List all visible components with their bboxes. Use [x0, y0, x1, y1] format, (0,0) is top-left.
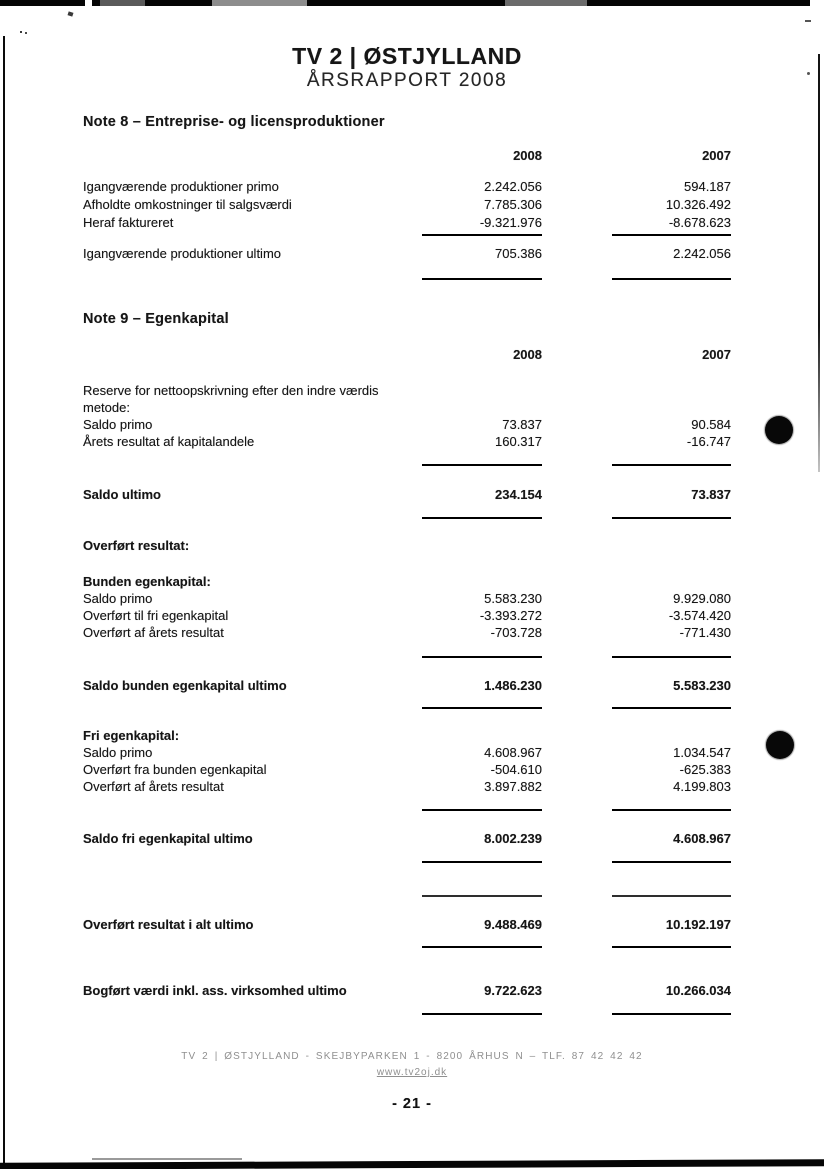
table-row-total — [83, 982, 731, 999]
footer-website-link[interactable]: www.tv2oj.dk — [376, 1067, 448, 1078]
row-label: Afholdte omkostninger til salgsværdi — [83, 197, 292, 212]
value-2008: 705.386 — [495, 246, 542, 261]
value-2007: -8.678.623 — [668, 215, 731, 230]
value-2007: -16.747 — [686, 434, 731, 449]
punch-hole-mark — [766, 731, 794, 759]
row-label: Saldo ultimo — [83, 487, 161, 502]
row-label: Bogført værdi inkl. ass. virksomhed ultimo — [83, 983, 347, 998]
value-2008: 8.002.239 — [484, 831, 542, 846]
section-heading: Bunden egenkapital: — [83, 574, 211, 589]
year-column-header-2008: 2008 — [513, 347, 542, 362]
value-2007: 10.326.492 — [665, 197, 731, 212]
scan-speckle — [807, 72, 810, 75]
value-2007: 2.242.056 — [673, 246, 731, 261]
row-label: Overført resultat i alt ultimo — [83, 917, 254, 932]
table-row — [83, 590, 731, 607]
table-row — [83, 761, 731, 778]
value-2007: 10.192.197 — [665, 917, 731, 932]
value-2007: 1.034.547 — [673, 745, 731, 760]
sum-rule — [83, 809, 731, 811]
report-subtitle: ÅRSRAPPORT 2008 — [306, 70, 508, 91]
value-2008: 3.897.882 — [484, 779, 542, 794]
row-label: Saldo primo — [83, 745, 153, 760]
sum-rule — [83, 707, 731, 709]
table-row — [83, 778, 731, 795]
value-2007: -771.430 — [679, 625, 731, 640]
table-row-total — [83, 486, 731, 503]
sum-rule — [83, 861, 731, 863]
footer-website — [0, 1066, 824, 1080]
row-label: Saldo fri egenkapital ultimo — [83, 831, 253, 846]
table-row — [83, 178, 731, 196]
table-row — [83, 607, 731, 624]
note9-column-headers — [83, 347, 731, 363]
note8-column-headers — [83, 148, 731, 164]
row-label: Igangværende produktioner primo — [83, 179, 279, 194]
value-2008: 73.837 — [502, 417, 542, 432]
value-2008: 4.608.967 — [484, 745, 542, 760]
value-2008: 7.785.306 — [484, 197, 542, 212]
section-heading: Overført resultat: — [83, 538, 190, 553]
note9-section — [83, 311, 731, 1015]
table-row-total — [83, 830, 731, 847]
reserve-intro — [83, 382, 731, 416]
table-row-total — [83, 916, 731, 933]
report-title: TV 2 | ØSTJYLLAND — [292, 43, 522, 69]
scan-edge-left — [3, 36, 5, 1169]
scan-smear — [92, 1158, 242, 1160]
table-row — [83, 433, 731, 450]
sum-rule — [83, 278, 731, 280]
table-row — [83, 624, 731, 641]
row-label: Saldo primo — [83, 417, 153, 432]
value-2008: -703.728 — [490, 625, 542, 640]
note8-title: Note 8 – Entreprise- og licensproduktioner — [83, 114, 385, 130]
row-label: Saldo bunden egenkapital ultimo — [83, 678, 287, 693]
note8-table — [83, 178, 731, 232]
value-2007: 9.929.080 — [673, 591, 731, 606]
row-label: Heraf faktureret — [83, 215, 174, 230]
value-2008: -3.393.272 — [479, 608, 542, 623]
year-column-header-2007: 2007 — [702, 148, 731, 163]
value-2008: 9.722.623 — [484, 983, 542, 998]
report-content — [83, 0, 731, 1015]
punch-hole-mark — [765, 416, 793, 444]
year-column-header-2007: 2007 — [702, 347, 731, 362]
value-2007: 4.199.803 — [673, 779, 731, 794]
value-2007: 90.584 — [691, 417, 731, 432]
value-2007: -625.383 — [679, 762, 731, 777]
scan-edge-right — [818, 54, 820, 472]
table-row — [83, 245, 731, 263]
table-row-total — [83, 677, 731, 694]
footer-address: TV 2 | ØSTJYLLAND - SKEJBYPARKEN 1 - 8200 ÅRHUS N – TLF. 87 42 42 42 — [181, 1051, 643, 1062]
sum-rule — [83, 895, 731, 897]
value-2008: -504.610 — [490, 762, 542, 777]
scan-speckle — [805, 20, 811, 22]
row-label: Overført til fri egenkapital — [83, 608, 229, 623]
row-label: Saldo primo — [83, 591, 153, 606]
row-label: Igangværende produktioner ultimo — [83, 246, 282, 261]
section-heading: Fri egenkapital: — [83, 728, 180, 743]
value-2008: 1.486.230 — [484, 678, 542, 693]
sum-rule — [83, 234, 731, 236]
scan-speckle — [68, 11, 74, 16]
row-label: Overført af årets resultat — [83, 779, 224, 794]
sum-rule — [83, 517, 731, 519]
value-2007: 594.187 — [684, 179, 731, 194]
row-label: Overført af årets resultat — [83, 625, 224, 640]
scan-edge-bottom — [0, 1159, 824, 1169]
value-2007: 4.608.967 — [673, 831, 731, 846]
reserve-intro-line: Reserve for nettoopskrivning efter den indre værdis — [83, 383, 379, 398]
table-row — [83, 744, 731, 761]
page-footer — [0, 1050, 824, 1112]
value-2008: 2.242.056 — [484, 179, 542, 194]
page-number: - 21 - — [392, 1096, 432, 1112]
reserve-intro-line: metode: — [83, 400, 130, 415]
value-2008: 5.583.230 — [484, 591, 542, 606]
row-label: Overført fra bunden egenkapital — [83, 762, 267, 777]
value-2008: 160.317 — [495, 434, 542, 449]
note9-title: Note 9 – Egenkapital — [83, 311, 229, 327]
sum-rule — [83, 1013, 731, 1015]
year-column-header-2008: 2008 — [513, 148, 542, 163]
value-2008: 234.154 — [495, 487, 542, 502]
scan-speckle — [20, 31, 22, 33]
value-2007: 10.266.034 — [665, 983, 731, 998]
table-row — [83, 416, 731, 433]
value-2008: 9.488.469 — [484, 917, 542, 932]
value-2007: -3.574.420 — [668, 608, 731, 623]
note8-section — [83, 114, 731, 280]
sum-rule — [83, 656, 731, 658]
value-2008: -9.321.976 — [479, 215, 542, 230]
sum-rule — [83, 946, 731, 948]
table-row — [83, 214, 731, 232]
row-label: Årets resultat af kapitalandele — [83, 434, 255, 449]
value-2007: 73.837 — [691, 487, 731, 502]
value-2007: 5.583.230 — [673, 678, 731, 693]
table-row — [83, 196, 731, 214]
sum-rule — [83, 464, 731, 466]
